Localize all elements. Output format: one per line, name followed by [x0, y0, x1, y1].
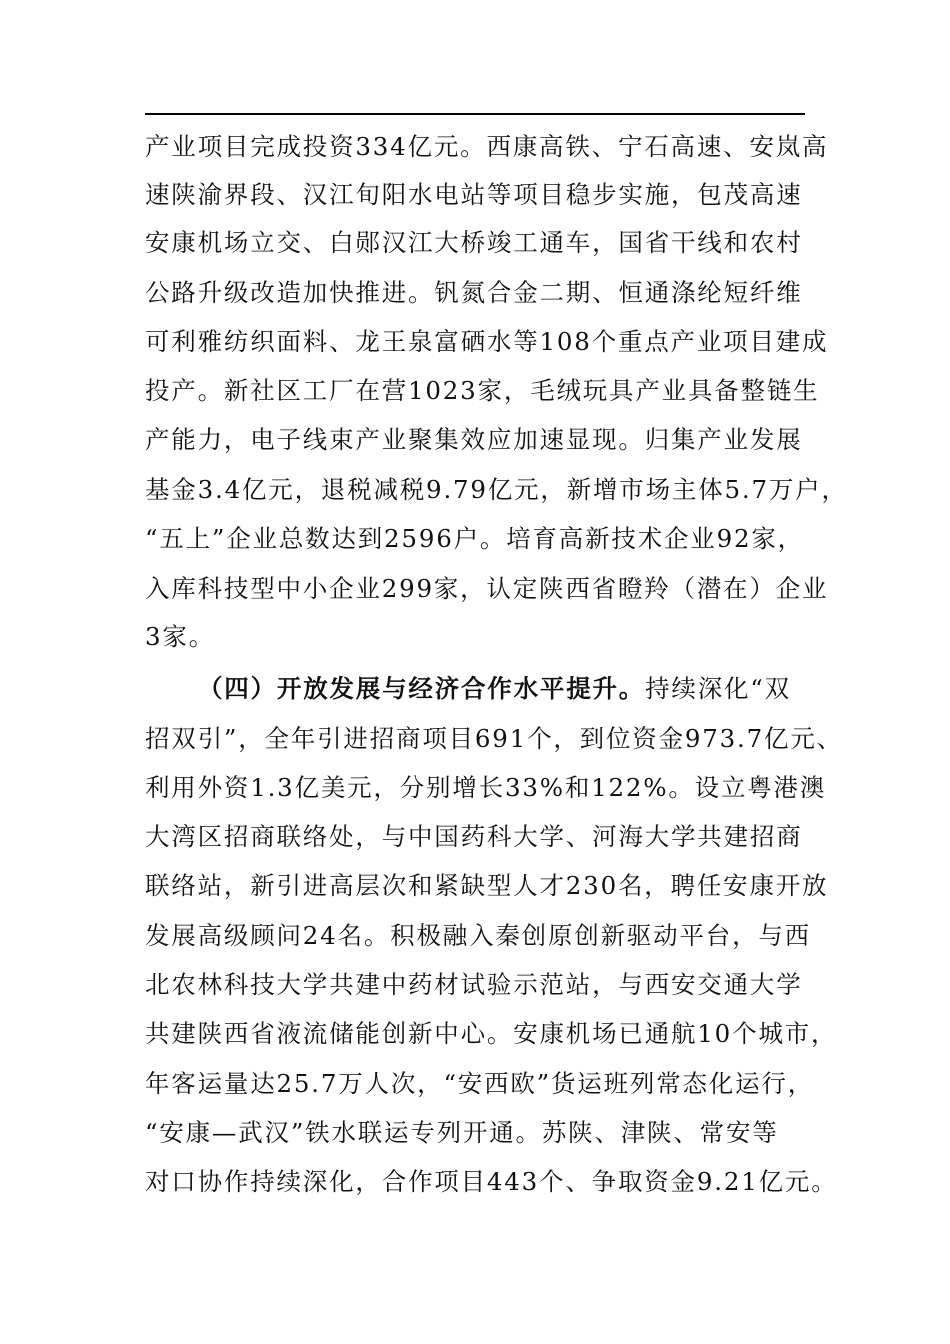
- body-line-2: 速陕渝界段、汉江旬阳水电站等项目稳步实施，包茂高速: [145, 180, 803, 209]
- body-line-10: 入库科技型中小企业299家，认定陕西省瞪羚（潜在）企业: [145, 574, 829, 603]
- section-4-line-10: 对口协作持续深化，合作项目443个、争取资金9.21亿元。: [145, 1167, 838, 1196]
- body-line-7: 产能力，电子线束产业聚集效应加速显现。归集产业发展: [145, 425, 803, 454]
- section-4-line-4: 联络站，新引进高层次和紧缺型人才230名，聘任安康开放: [145, 871, 829, 900]
- section-4-line-5: 发展高级顾问24名。积极融入秦创原创新驱动平台，与西: [145, 921, 811, 950]
- header-rule: [145, 113, 805, 115]
- section-4-heading: （四）开放发展与经济合作水平提升。: [198, 674, 646, 703]
- section-4-line-1: 招双引”，全年引进招商项目691个，到位资金973.7亿元、: [145, 724, 843, 753]
- section-4-line-3: 大湾区招商联络处，与中国药科大学、河海大学共建招商: [145, 822, 803, 851]
- section-4-first-line-text: 持续深化“双: [645, 674, 791, 703]
- body-line-9: “五上”企业总数达到2596户。培育高新技术企业92家，: [145, 524, 804, 553]
- body-line-4: 公路升级改造加快推进。钒氮合金二期、恒通涤纶短纤维: [145, 278, 803, 307]
- section-4-line-8: 年客运量达25.7万人次，“安西欧”货运班列常态化运行，: [145, 1069, 814, 1098]
- section-4-line-7: 共建陕西省液流储能创新中心。安康机场已通航10个城市，: [145, 1019, 838, 1048]
- body-line-3: 安康机场立交、白郧汉江大桥竣工通车，国省干线和农村: [145, 228, 803, 257]
- section-4-line-6: 北农林科技大学共建中药材试验示范站，与西安交通大学: [145, 970, 803, 999]
- body-line-8: 基金3.4亿元，退税减税9.79亿元，新增市场主体5.7万户，: [145, 475, 848, 504]
- section-4-line-9: “安康—武汉”铁水联运专列开通。苏陕、津陕、常安等: [145, 1118, 779, 1147]
- section-4-line-2: 利用外资1.3亿美元，分别增长33%和122%。设立粤港澳: [145, 773, 827, 802]
- section-4-first-line: [198, 669, 888, 709]
- body-line-5: 可利雅纺织面料、龙王泉富硒水等108个重点产业项目建成: [145, 327, 829, 356]
- body-line-11: 3家。: [145, 622, 215, 651]
- body-line-1: 产业项目完成投资334亿元。西康高铁、宁石高速、安岚高: [145, 132, 829, 161]
- body-line-6: 投产。新社区工厂在营1023家，毛绒玩具产业具备整链生: [145, 376, 820, 405]
